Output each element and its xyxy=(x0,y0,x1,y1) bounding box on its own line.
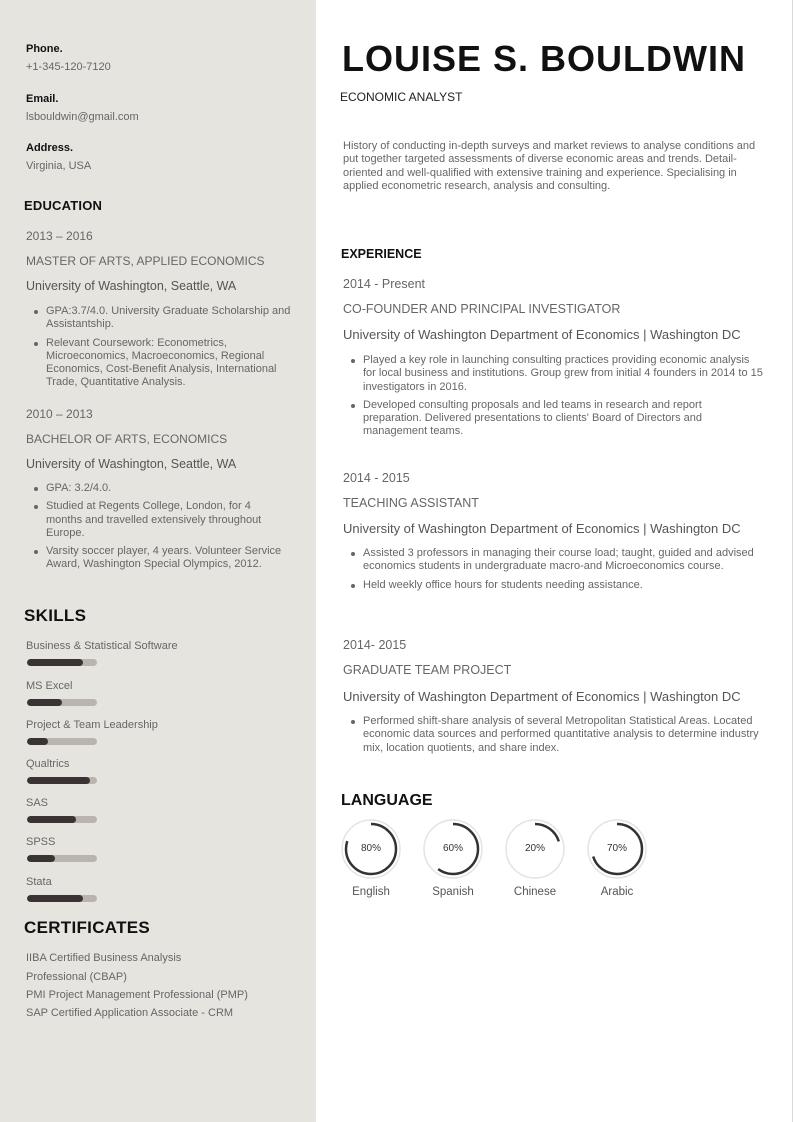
education-degree: MASTER OF ARTS, APPLIED ECONOMICS xyxy=(26,254,265,268)
list-item: GPA: 3.2/4.0. xyxy=(26,482,286,495)
skill-name: Qualtrics xyxy=(26,758,70,770)
job-bullets xyxy=(343,715,763,760)
certificate-item: PMI Project Management Professional (PMP) xyxy=(26,989,248,1001)
education-years: 2010 – 2013 xyxy=(26,407,93,421)
list-item: Performed shift-share analysis of several Metropolitan Statistical Areas. Located economic data sources and performed quantitative analysis to determine industry mix, location quotients, and share index. xyxy=(343,715,763,755)
education-years: 2013 – 2016 xyxy=(26,229,93,243)
job-period: 2014- 2015 xyxy=(343,638,407,652)
skill-bar-fill xyxy=(27,699,62,706)
list-item: Varsity soccer player, 4 years. Volunteer Service Award, Washington Special Olympics, 2012. xyxy=(26,545,286,572)
skill-bar-fill xyxy=(27,816,76,823)
phone-label: Phone. xyxy=(26,43,63,55)
job-period: 2014 - 2015 xyxy=(343,471,410,485)
skill-name: MS Excel xyxy=(26,680,73,692)
skill-bar xyxy=(27,895,97,902)
skill-name: Project & Team Leadership xyxy=(26,719,158,731)
list-item: Held weekly office hours for students needing assistance. xyxy=(343,579,763,592)
job-organization: University of Washington Department of Economics | Washington DC xyxy=(343,327,741,342)
skill-name: Business & Statistical Software xyxy=(26,640,178,652)
skill-name: SPSS xyxy=(26,836,56,848)
job-organization: University of Washington Department of Economics | Washington DC xyxy=(343,689,741,704)
education-school: University of Washington, Seattle, WA xyxy=(26,457,237,471)
language-percent: 60% xyxy=(442,843,463,854)
certificate-item: IIBA Certified Business Analysis xyxy=(26,952,182,964)
job-title: GRADUATE TEAM PROJECT xyxy=(343,663,512,677)
list-item: GPA:3.7/4.0. University Graduate Scholarship and Assistantship. xyxy=(26,305,298,332)
phone-value: +1-345-120-7120 xyxy=(26,61,111,73)
list-item: Assisted 3 professors in managing their course load; taught, guided and advised economics students in undergraduate macro-and Microeconomics course. xyxy=(343,547,763,574)
experience-heading: EXPERIENCE xyxy=(341,247,422,261)
education-heading: EDUCATION xyxy=(24,198,103,213)
sidebar xyxy=(0,0,316,1122)
list-item: Relevant Coursework: Econometrics, Microeconomics, Macroeconomics, Regional Economics, Cost-Benefit Analysis, International Trade, Quantitative Analysis. xyxy=(26,337,298,390)
job-title-header: ECONOMIC ANALYST xyxy=(340,90,463,104)
certificate-item: Professional (CBAP) xyxy=(26,971,127,983)
skill-bar xyxy=(27,699,97,706)
education-bullets xyxy=(26,482,286,577)
job-bullets xyxy=(343,547,763,597)
skill-bar xyxy=(27,816,97,823)
list-item: Played a key role in launching consulting practices providing economic analysis for local business and institutions. Group grew from initial 4 founders in 2014 to 15 investigators in 2016. xyxy=(343,354,763,394)
skill-bar-fill xyxy=(27,895,83,902)
language-percent: 80% xyxy=(360,843,381,854)
job-title: TEACHING ASSISTANT xyxy=(343,496,479,510)
address-label: Address. xyxy=(26,142,74,154)
skill-name: Stata xyxy=(26,876,52,888)
language-name: Arabic xyxy=(600,886,634,898)
certificate-item: SAP Certified Application Associate - CRM xyxy=(26,1007,234,1019)
skill-bar xyxy=(27,738,97,745)
education-school: University of Washington, Seattle, WA xyxy=(26,279,237,293)
language-name: Spanish xyxy=(432,886,474,898)
address-value: Virginia, USA xyxy=(26,160,92,172)
list-item: Studied at Regents College, London, for 4 months and travelled extensively throughout Europe. xyxy=(26,500,286,540)
education-degree: BACHELOR OF ARTS, ECONOMICS xyxy=(26,432,228,446)
skill-bar-fill xyxy=(27,738,48,745)
skill-bar-fill xyxy=(27,855,55,862)
job-title: CO-FOUNDER AND PRINCIPAL INVESTIGATOR xyxy=(343,302,621,316)
language-percent: 20% xyxy=(524,843,545,854)
skill-bar-fill xyxy=(27,777,90,784)
language-name: English xyxy=(352,886,390,898)
email-label: Email. xyxy=(26,93,59,105)
language-name: Chinese xyxy=(513,886,557,898)
list-item: Developed consulting proposals and led teams in research and report preparation. Delivered presentations to clients' Board of Directors and management teams. xyxy=(343,399,763,439)
certificates-heading: CERTIFICATES xyxy=(24,918,151,937)
job-organization: University of Washington Department of Economics | Washington DC xyxy=(343,521,741,536)
job-bullets xyxy=(343,354,763,444)
language-percent: 70% xyxy=(606,843,627,854)
skill-name: SAS xyxy=(26,797,49,809)
email-value: lsbouldwin@gmail.com xyxy=(26,111,139,123)
job-period: 2014 - Present xyxy=(343,277,425,291)
language-heading: LANGUAGE xyxy=(341,792,433,809)
skill-bar-fill xyxy=(27,659,83,666)
skills-heading: SKILLS xyxy=(24,606,87,625)
education-bullets xyxy=(26,305,298,395)
main-content xyxy=(316,0,793,1122)
candidate-name: LOUISE S. BOULDWIN xyxy=(342,38,746,79)
skill-bar xyxy=(27,855,97,862)
skill-bar xyxy=(27,777,97,784)
profile-summary: History of conducting in-depth surveys and market reviews to analyse conditions and put together targeted assessments of diverse economic areas and trends. Detail-oriented and well-qualified with extensive training and experience. Specialising in applied econometric research, analysis and consulting. xyxy=(343,140,756,192)
skill-bar xyxy=(27,659,97,666)
